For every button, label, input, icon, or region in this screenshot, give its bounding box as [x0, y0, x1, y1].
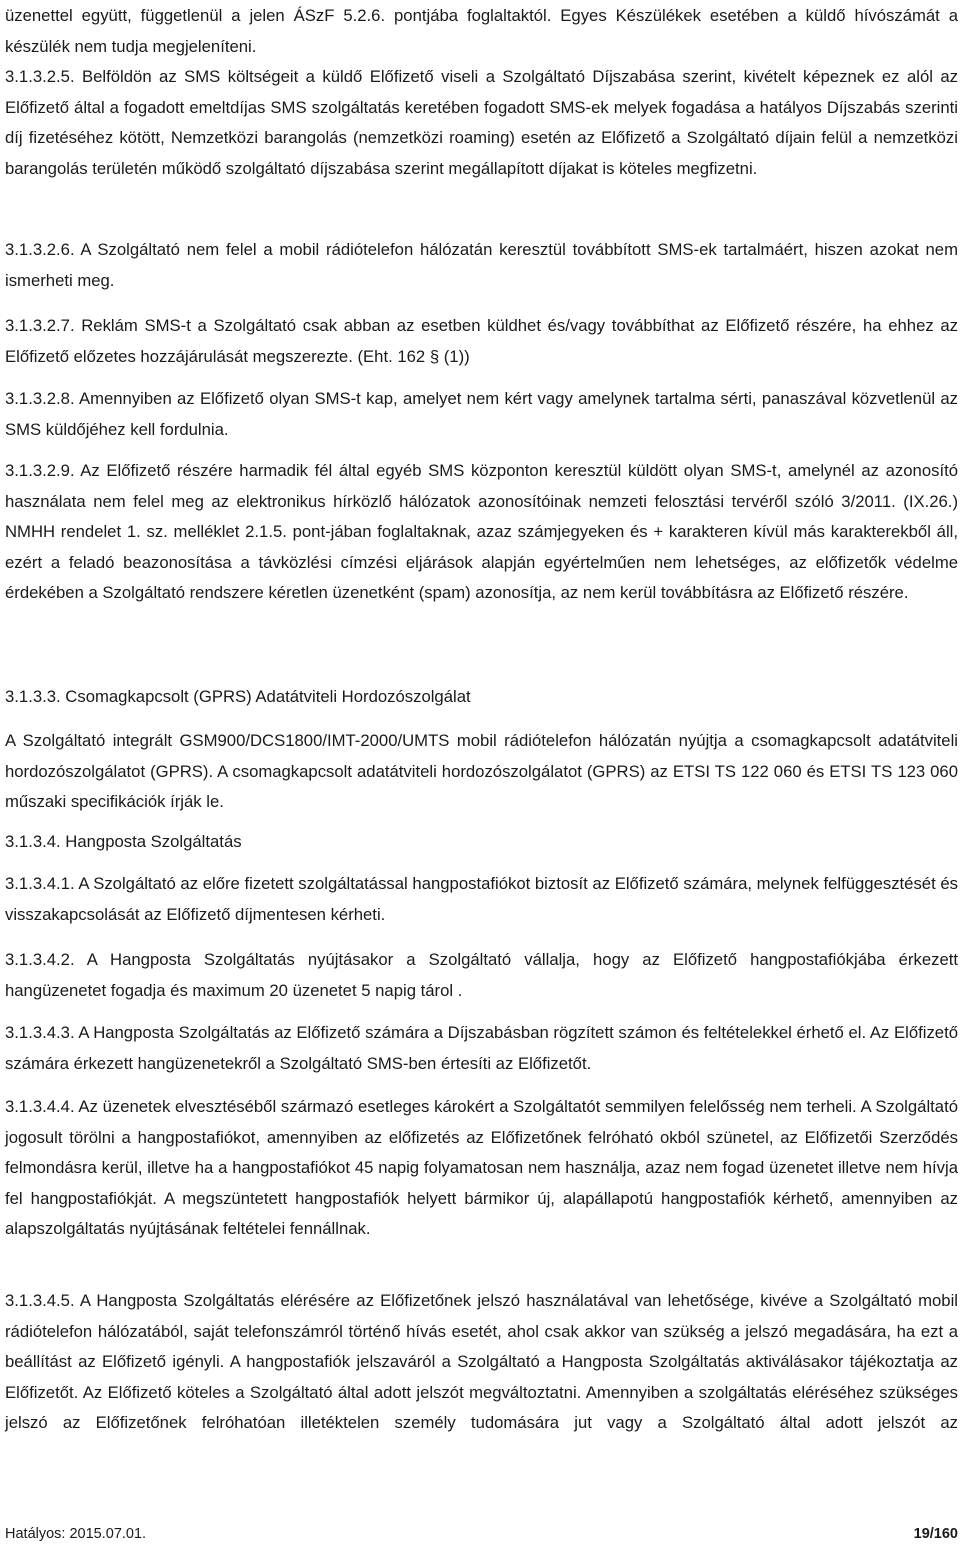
page-number: 19/160	[913, 1526, 958, 1542]
paragraph-3-1-3-2-8: 3.1.3.2.8. Amennyiben az Előfizető olyan SMS-t kap, amelyet nem kért vagy amelynek tartalma sérti, panaszával közvetlenül az SMS küldőjéhez kell fordulnia.	[5, 389, 958, 439]
paragraph-3-1-3-4-3: 3.1.3.4.3. A Hangposta Szolgáltatás az Előfizető számára a Díjszabásban rögzített számon és feltételekkel érhető el. Az Előfizető számára érkezett hangüzenetekről a Szolgáltató SMS-ben értesíti az Előfizetőt.	[5, 1023, 958, 1073]
paragraph-3-1-3-2-9: 3.1.3.2.9. Az Előfizető részére harmadik fél által egyéb SMS központon keresztül küldött olyan SMS-t, amelynél az azonosító használata nem felel meg az elektronikus hírközlő hálózatok azonosítóinak nemzeti felosztási tervéről szóló 3/2011. (IX.26.) NMHH rendelet 1. sz. melléklet 2.1.5. pont-jában foglaltaknak, azaz számjegyeken és + karakteren kívül más karakterekből áll, ezért a feladó beazonosítása a távközlési címzési eljárások alapján egyértelműen nem lehetséges, az előfizetők védelme érdekében a Szolgáltató rendszere kéretlen üzenetként (spam) azonosítja, az nem kerül továbbításra az Előfizető részére.	[5, 461, 958, 603]
paragraph-3-1-3-2-6: 3.1.3.2.6. A Szolgáltató nem felel a mobil rádiótelefon hálózatán keresztül továbbított SMS-ek tartalmáért, hiszen azokat nem ismerheti meg.	[5, 240, 958, 290]
paragraph-3-1-3-4-1: 3.1.3.4.1. A Szolgáltató az előre fizetett szolgáltatással hangpostafiókot biztosít az Előfizető számára, melynek felfüggesztését és visszakapcsolását az Előfizető díjmentesen kérheti.	[5, 874, 958, 924]
section-heading-3-1-3-3: 3.1.3.3. Csomagkapcsolt (GPRS) Adatátviteli Hordozószolgálat	[5, 687, 471, 706]
paragraph-continuation: üzenettel együtt, függetlenül a jelen ÁSzF 5.2.6. pontjába foglaltaktól. Egyes Készülékek esetében a küldő hívószámát a készülék nem tudja megjeleníteni.	[5, 6, 958, 56]
paragraph-3-1-3-4-2: 3.1.3.4.2. A Hangposta Szolgáltatás nyújtásakor a Szolgáltató vállalja, hogy az Előfizető hangpostafiókjába érkezett hangüzenetet fogadja és maximum 20 üzenetet 5 napig tárol .	[5, 950, 958, 1000]
paragraph-3-1-3-2-5: 3.1.3.2.5. Belföldön az SMS költségeit a küldő Előfizető viseli a Szolgáltató Díjszabása szerint, kivételt képeznek ez alól az Előfizető által a fogadott emeltdíjas SMS szolgáltatás keretében fogadott SMS-ek melyek fogadása a hatályos Díjszabás szerinti díj fizetéséhez kötött, Nemzetközi barangolás (nemzetközi roaming) esetén az Előfizető a Szolgáltató díjain felül a nemzetközi barangolás területén működő szolgáltató díjszabása szerint megállapított díjakat is köteles megfizetni.	[5, 67, 958, 178]
paragraph-gprs: A Szolgáltató integrált GSM900/DCS1800/IMT-2000/UMTS mobil rádiótelefon hálózatán nyújtja a csomagkapcsolt adatátviteli hordozószolgálatot (GPRS). A csomagkapcsolt adatátviteli hordozószolgálatot (GPRS) az ETSI TS 122 060 és ETSI TS 123 060 műszaki specifikációk írják le.	[5, 731, 958, 812]
effective-date: Hatályos: 2015.07.01.	[5, 1526, 147, 1542]
section-heading-3-1-3-4: 3.1.3.4. Hangposta Szolgáltatás	[5, 832, 242, 851]
paragraph-3-1-3-4-5: 3.1.3.4.5. A Hangposta Szolgáltatás elérésére az Előfizetőnek jelszó használatával van lehetősége, kivéve a Szolgáltató mobil rádiótelefon hálózatából, saját telefonszámról történő hívás esetét, ahol csak akkor van szükség a jelszó megadására, ha ezt a beállítást az Előfizető igényli. A hangpostafiók jelszaváról a Szolgáltató a Hangposta Szolgáltatás aktiválásakor tájékoztatja az Előfizetőt. Az Előfizető köteles a Szolgáltató által adott jelszót megváltoztatni. Amennyiben a szolgáltatás eléréséhez szükséges jelszó az Előfizetőnek felróhatóan illetéktelen személy tudomására jut vagy a Szolgáltató által adott jelszót az	[5, 1291, 958, 1433]
paragraph-3-1-3-4-4: 3.1.3.4.4. Az üzenetek elvesztéséből származó esetleges károkért a Szolgáltatót semmilyen felelősség nem terheli. A Szolgáltató jogosult törölni a hangpostafiókot, amennyiben az előfizetés az Előfizetőnek felróható okból szünetel, az Előfizetői Szerződés felmondásra kerül, illetve ha a hangpostafiókot 45 napig folyamatosan nem használja, azaz nem fogad üzenetet illetve nem hívja fel hangpostafiókját. A megszüntetett hangpostafiók helyett bármikor új, alapállapotú hangpostafiók kérhető, amennyiben az alapszolgáltatás nyújtásának feltételei fennállnak.	[5, 1097, 958, 1239]
page-footer	[5, 1525, 958, 1543]
paragraph-3-1-3-2-7: 3.1.3.2.7. Reklám SMS-t a Szolgáltató csak abban az esetben küldhet és/vagy továbbíthat az Előfizető részére, ha ehhez az Előfizető előzetes hozzájárulását megszerezte. (Eht. 162 § (1))	[5, 316, 958, 366]
